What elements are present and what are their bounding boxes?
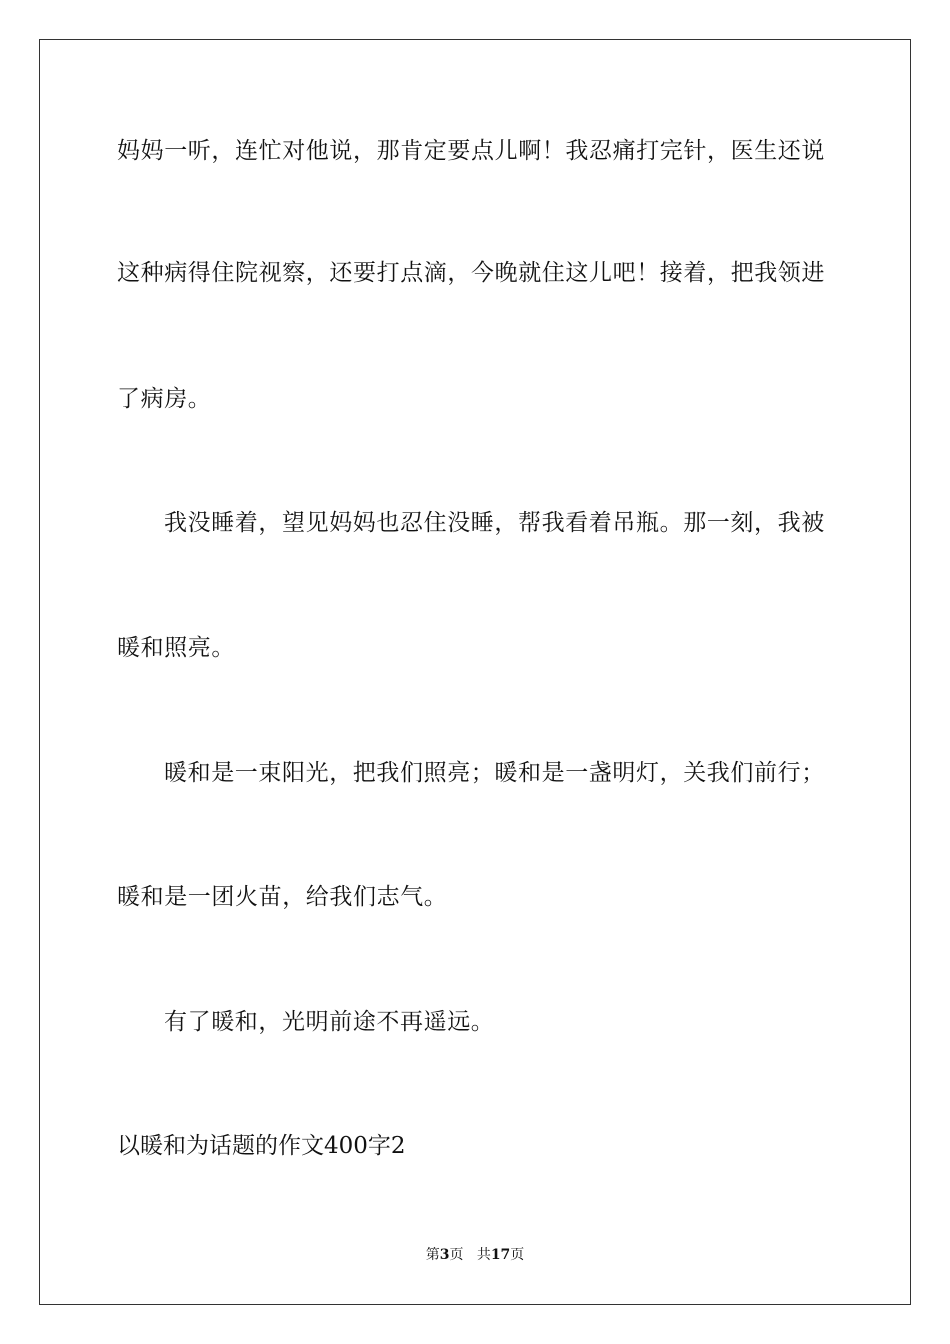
footer-total-prefix: 共 [476, 1247, 491, 1263]
paragraph-line: 我没睡着，望见妈妈也忍住没睡，帮我看着吊瓶。那一刻，我被 [164, 510, 825, 536]
paragraph-line: 暖和照亮。 [117, 635, 235, 661]
footer-page-prefix: 第 [425, 1247, 440, 1263]
paragraph-line: 这种病得住院视察，还要打点滴，今晚就住这儿吧！接着，把我领进 [117, 260, 825, 286]
paragraph-line: 暖和是一束阳光，把我们照亮；暖和是一盏明灯，关我们前行； [164, 760, 825, 786]
page-border [39, 39, 911, 1305]
footer-total-pages: 17 [490, 1247, 511, 1263]
paragraph-line: 妈妈一听，连忙对他说，那肯定要点儿啊！我忍痛打完针，医生还说 [117, 138, 825, 164]
paragraph-line: 暖和是一团火苗，给我们志气。 [117, 884, 448, 910]
section-heading: 以暖和为话题的作文400字2 [117, 1133, 406, 1159]
paragraph-line: 了病房。 [117, 386, 212, 412]
paragraph-line: 有了暖和，光明前途不再遥远。 [164, 1009, 495, 1035]
footer-page-suffix: 页 [449, 1247, 464, 1263]
footer-page-number: 3 [439, 1247, 450, 1263]
page-footer [0, 1245, 950, 1265]
footer-total-suffix: 页 [510, 1247, 525, 1263]
